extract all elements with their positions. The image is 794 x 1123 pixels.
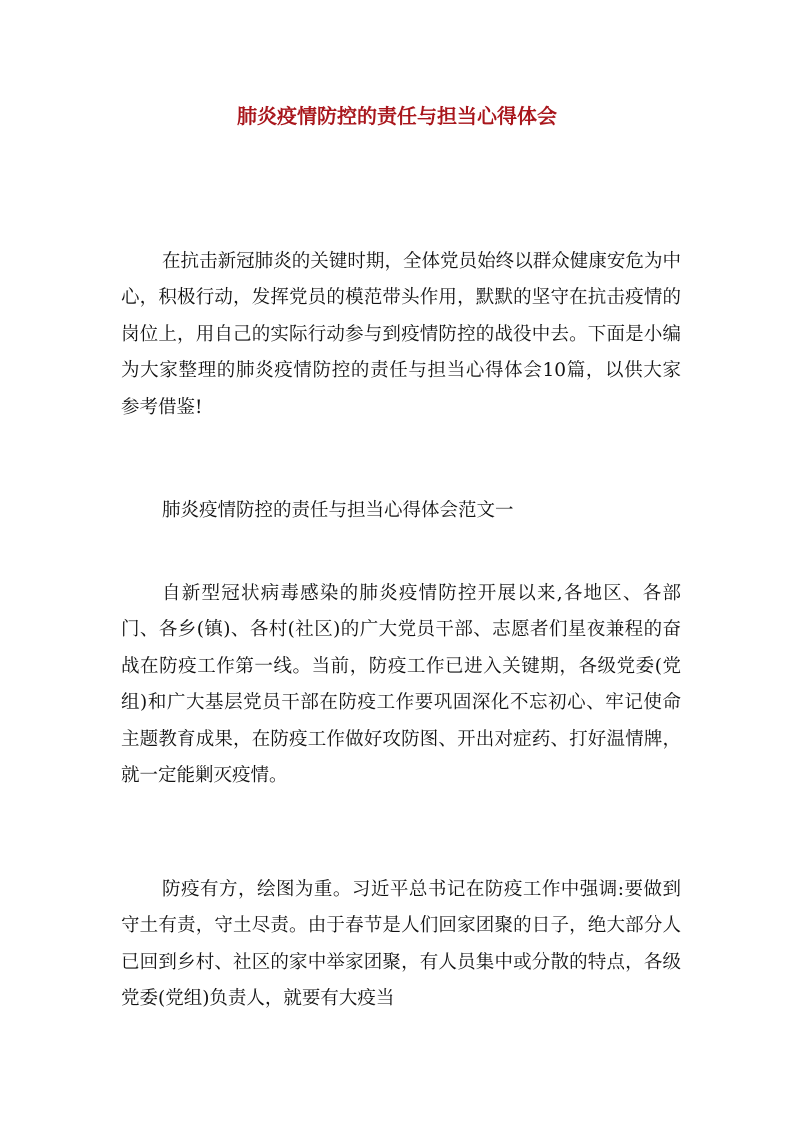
body-paragraph: 防疫有方，绘图为重。习近平总书记在防疫工作中强调:要做到守土有责，守土尽责。由于春节是人们回家团聚的日子，绝大部分人已回到乡村、社区的家中举家团聚，有人员集中或分散的特点，各级党委(党组)负责人，就要有大疫当 — [121, 879, 681, 1010]
document-title: 肺炎疫情防控的责任与担当心得体会 — [237, 104, 557, 128]
intro-paragraph: 在抗击新冠肺炎的关键时期，全体党员始终以群众健康安危为中心，积极行动，发挥党员的模范带头作用，默默的坚守在抗击疫情的岗位上，用自己的实际行动参与到疫情防控的战役中去。下面是小编为大家整理的肺炎疫情防控的责任与担当心得体会10篇，以供大家参考借鉴! — [121, 251, 681, 418]
section-heading: 肺炎疫情防控的责任与担当心得体会范文一 — [162, 500, 514, 521]
body-paragraph: 自新型冠状病毒感染的肺炎疫情防控开展以来,各地区、各部门、各乡(镇)、各村(社区)的广大党员干部、志愿者们星夜兼程的奋战在防疫工作第一线。当前，防疫工作已进入关键期，各级党委(党组)和广大基层党员干部在防疫工作要巩固深化不忘初心、牢记使命主题教育成果，在防疫工作做好攻防图、开出对症药、打好温情牌，就一定能剿灭疫情。 — [121, 583, 681, 787]
